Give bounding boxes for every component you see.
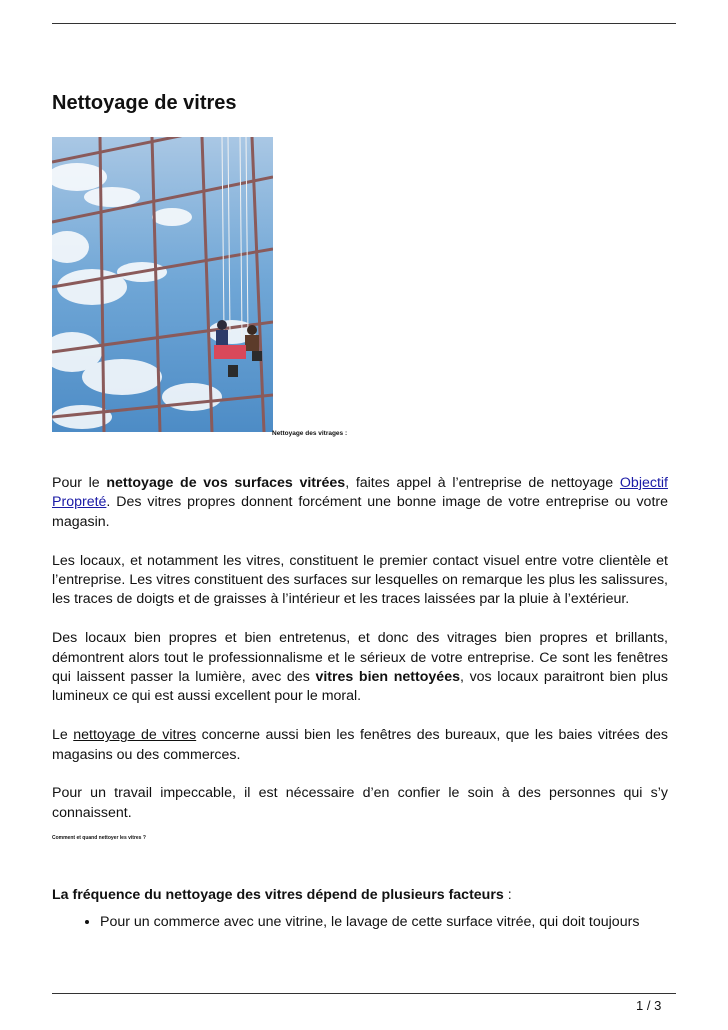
bold-text: La fréquence du nettoyage des vitres dépend de plusieurs facteurs (52, 886, 504, 903)
bold-text: vitres bien nettoyées (315, 669, 460, 686)
text: , vos locaux paraitront bien plus lumineux ce qui est aussi excellent pour le moral. (52, 669, 668, 705)
page-title: Nettoyage de vitres (52, 92, 237, 114)
text: Pour le (52, 475, 107, 491)
nettoyage-de-vitres-link[interactable]: nettoyage de vitres (73, 727, 197, 744)
text: concerne aussi bien les fenêtres des bureaux, que les baies vitrées des magasins ou des commerces. (52, 727, 668, 763)
text: . Des vitres propres donnent forcément une bonne image de votre entreprise ou votre magasin. (52, 494, 668, 530)
page-number: 1 / 3 (636, 998, 662, 1013)
objectif-proprete-link[interactable]: Objectif Propreté (52, 475, 668, 511)
paragraph: Pour un travail impeccable, il est nécessaire d’en confier le soin à des personnes qui s’y connaissent. (52, 785, 668, 821)
text: , faites appel à l’entreprise de nettoyage (345, 475, 620, 491)
list-item: • Pour un commerce avec une vitrine, le lavage de cette surface vitrée, qui doit toujours (100, 913, 668, 932)
figure-caption: Nettoyage des vitrages : (272, 430, 348, 437)
paragraph (52, 629, 668, 707)
window-cleaning-photo (52, 137, 273, 432)
footer-rule (52, 993, 676, 994)
bold-text: nettoyage de vos surfaces vitrées (106, 475, 346, 491)
paragraph: Les locaux, et notamment les vitres, constituent le premier contact visuel entre votre clientèle et l’entreprise. Les vitres constituent des surfaces sur lesquelles on remarque les plus les salissures, les traces de doigts et de graisses à l’intérieur et les traces laissées par la pluie à l’extérieur. (52, 552, 668, 608)
text: Des locaux bien propres et bien entretenus, et donc des vitrages bien propres et brillants, démontrent alors tout le professionnalisme et le sérieux de votre entreprise. Ce sont les fenêtres qui laissent passer la lumière, avec des (52, 630, 668, 686)
paragraph (52, 886, 668, 905)
paragraph (52, 474, 668, 532)
text: Le (52, 727, 74, 744)
article-body (52, 474, 668, 932)
header-rule (52, 23, 676, 24)
paragraph (52, 726, 668, 765)
tiny-heading: Comment et quand nettoyer les vitres ? (52, 834, 146, 841)
text: : (503, 886, 512, 903)
bullet-list (52, 913, 668, 932)
